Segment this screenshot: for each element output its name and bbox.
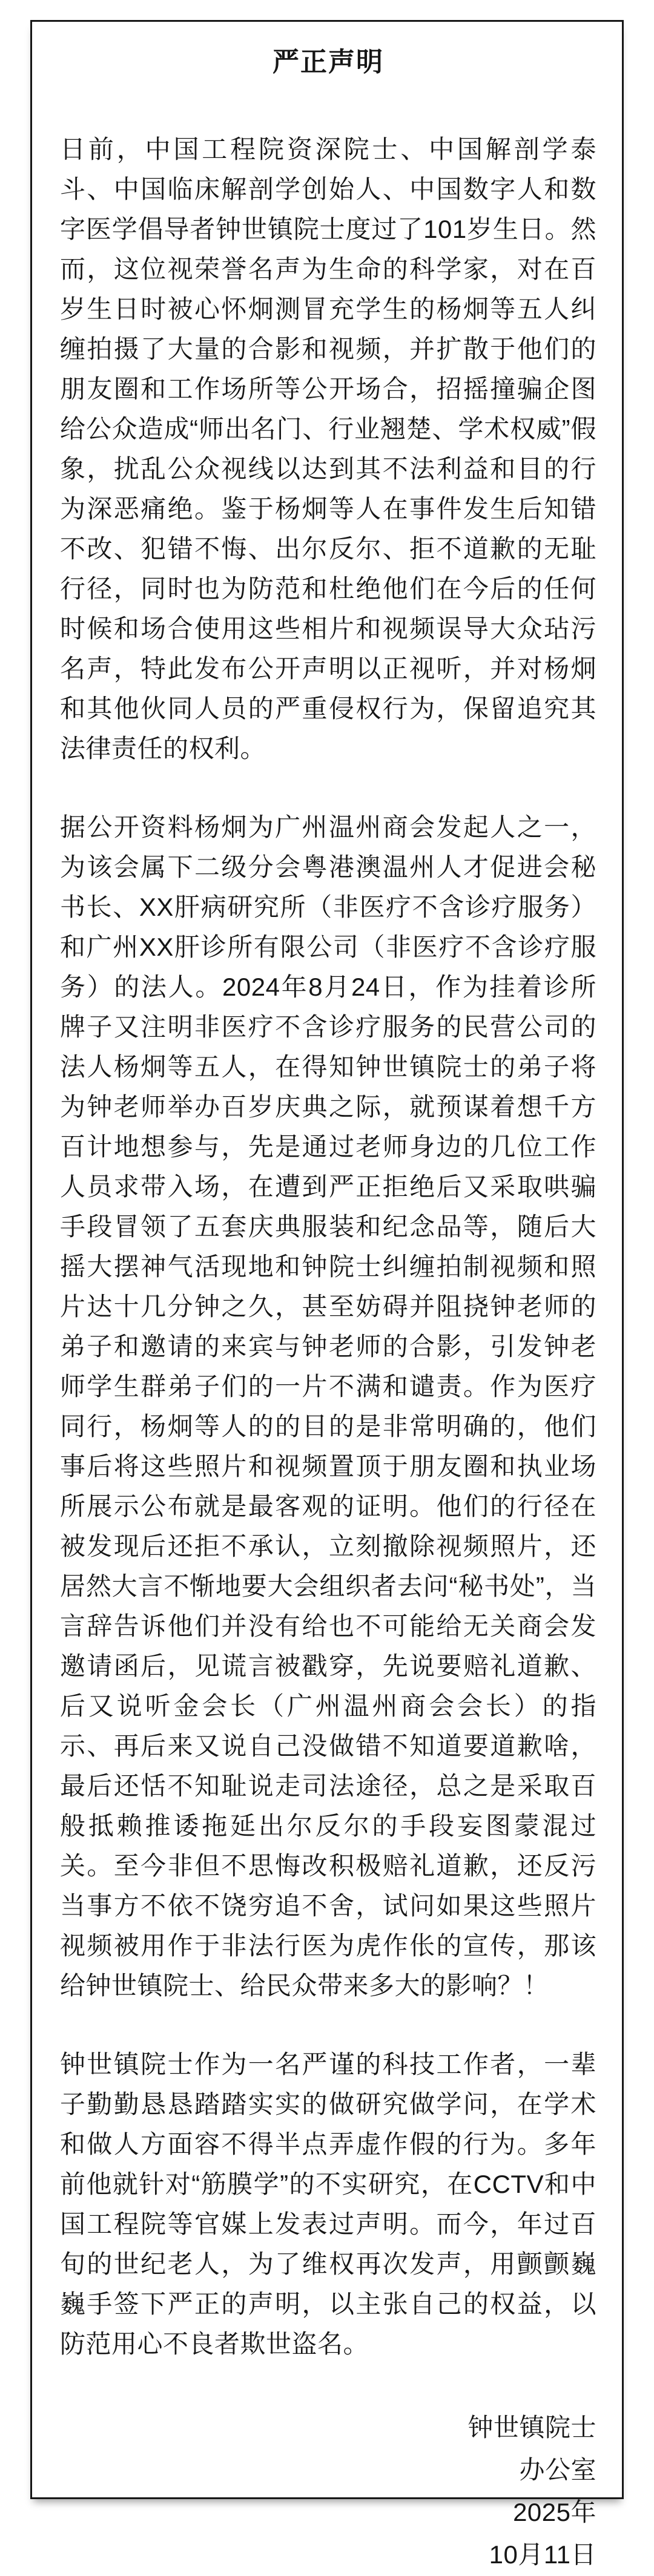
- statement-paragraph-3: 钟世镇院士作为一名严谨的科技工作者，一辈子勤勤恳恳踏踏实实的做研究做学问，在学术和做人方面容不得半点弄虚作假的行为。多年前他就针对“筋膜学”的不实研究，在CCTV和中国工程院等官媒上发表过声明。而今，年过百旬的世纪老人，为了维权再次发声，用颤颤巍巍手签下严正的声明，以主张自己的权益，以防范用心不良者欺世盗名。: [60, 2050, 596, 2358]
- signature-office: 办公室: [519, 2456, 596, 2484]
- statement-title: 严正声明: [272, 47, 384, 77]
- signature-date: 10月11日: [489, 2540, 596, 2569]
- statement-paragraph-2: 据公开资料杨炯为广州温州商会发起人之一，为该会属下二级分会粤港澳温州人才促进会秘书长、XX肝病研究所（非医疗不含诊疗服务）和广州XX肝诊所有限公司（非医疗不含诊疗服务）的法人。2024年8月24日，作为挂着诊所牌子又注明非医疗不含诊疗服务的民营公司的法人杨炯等五人，在得知钟世镇院士的弟子将为钟老师举办百岁庆典之际，就预谋着想千方百计地想参与，先是通过老师身边的几位工作人员求带入场，在遭到严正拒绝后又采取哄骗手段冒领了五套庆典服装和纪念品等，随后大摇大摆神气活现地和钟院士纠缠拍制视频和照片达十几分钟之久，甚至妨碍并阻挠钟老师的弟子和邀请的来宾与钟老师的合影，引发钟老师学生群弟子们的一片不满和谴责。作为医疗同行，杨炯等人的的目的是非常明确的，他们事后将这些照片和视频置顶于朋友圈和执业场所展示公布就是最客观的证明。他们的行径在被发现后还拒不承认，立刻撤除视频照片，还居然大言不惭地要大会组织者去问“秘书处”，当言辞告诉他们并没有给也不可能给无关商会发邀请函后，见谎言被戳穿，先说要赔礼道歉、后又说听金会长（广州温州商会会长）的指示、再后来又说自己没做错不知道要道歉啥，最后还恬不知耻说走司法途径，总之是采取百般抵赖推诿拖延出尔反尔的手段妄图蒙混过关。至今非但不思悔改积极赔礼道歉，还反污当事方不依不饶穷追不舍，试问如果这些照片视频被用作于非法行医为虎作伥的宣传，那该给钟世镇院士、给民众带来多大的影响？！: [60, 813, 596, 2000]
- statement-sheet: [30, 20, 624, 2569]
- statement-paragraph-1: 日前，中国工程院资深院士、中国解剖学泰斗、中国临床解剖学创始人、中国数字人和数字医学倡导者钟世镇院士度过了101岁生日。然而，这位视荣誉名声为生命的科学家，对在百岁生日时被心怀炯测冒充学生的杨炯等五人纠缠拍摄了大量的合影和视频，并扩散于他们的朋友圈和工作场所等公开场合，招摇撞骗企图给公众造成“师出名门、行业翘楚、学术权威”假象，扰乱公众视线以达到其不法利益和目的行为深恶痛绝。鉴于杨炯等人在事件发生后知错不改、犯错不悔、出尔反尔、拒不道歉的无耻行径，同时也为防范和杜绝他们在今后的任何时候和场合使用这些相片和视频误导大众玷污名声，特此发布公开声明以正视听，并对杨炯和其他伙同人员的严重侵权行为，保留追究其法律责任的权利。: [60, 135, 596, 763]
- signature-year: 2025年: [513, 2498, 596, 2526]
- signature-name: 钟世镇院士: [467, 2413, 596, 2442]
- signature-block: [60, 2407, 596, 2576]
